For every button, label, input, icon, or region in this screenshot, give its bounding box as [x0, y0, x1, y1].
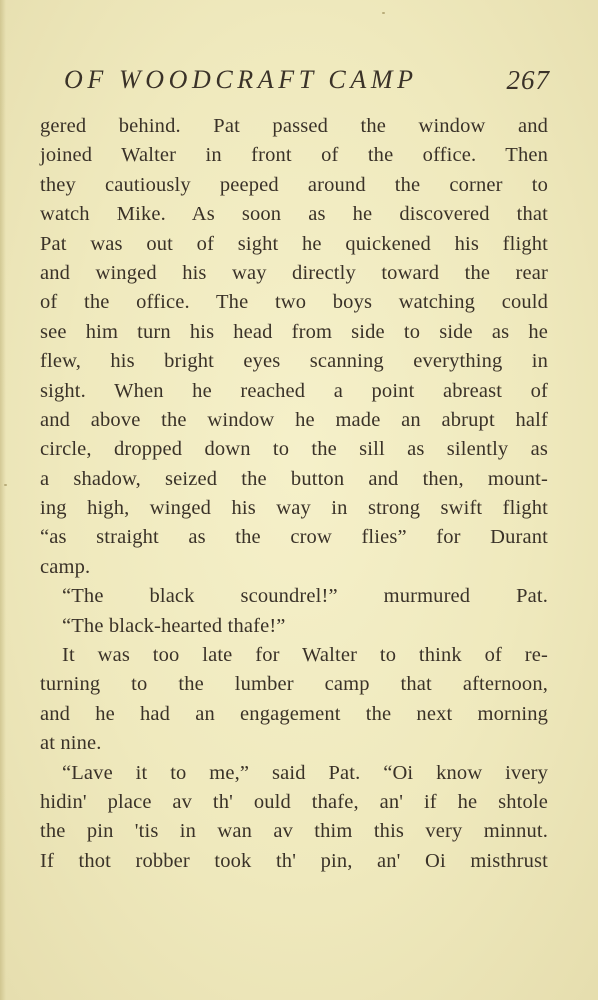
text-line: the pin 'tis in wan av thim this very minnut. [40, 820, 548, 843]
text-line: they cautiously peeped around the corner to [40, 173, 548, 196]
text-line: watch Mike. As soon as he discovered that [40, 203, 548, 226]
text-line: hidin' place av th' ould thafe, an' if he shtole [40, 790, 548, 813]
paper-speck [4, 484, 7, 486]
text-line: joined Walter in front of the office. Then [40, 144, 548, 167]
text-line: sight. When he reached a point abreast of [40, 379, 548, 402]
text-line: ing high, winged his way in strong swift flight [40, 497, 548, 520]
text-line: “The black-hearted thafe!” [62, 614, 286, 637]
text-line: of the office. The two boys watching could [40, 291, 548, 314]
text-line: “Lave it to me,” said Pat. “Oi know ivery [62, 761, 548, 784]
text-line: and above the window he made an abrupt half [40, 408, 548, 431]
text-line: “as straight as the crow flies” for Durant [40, 526, 548, 549]
text-line: flew, his bright eyes scanning everything in [40, 350, 548, 373]
running-title: OF WOODCRAFT CAMP [64, 65, 418, 94]
text-line: It was too late for Walter to think of re- [62, 644, 548, 667]
text-line: and he had an engagement the next morning [40, 702, 548, 725]
text-line: “The black scoundrel!” murmured Pat. [62, 585, 548, 608]
text-line: see him turn his head from side to side as he [40, 320, 548, 343]
paper-speck [382, 12, 385, 14]
running-head [64, 62, 550, 98]
page-number: 267 [506, 65, 550, 95]
text-line: camp. [40, 555, 91, 578]
text-line: a shadow, seized the button and then, mount- [40, 467, 548, 490]
text-line: Pat was out of sight he quickened his flight [40, 232, 548, 255]
text-line: turning to the lumber camp that afternoon, [40, 673, 548, 696]
page-edge-shadow [0, 0, 6, 1000]
text-line: gered behind. Pat passed the window and [40, 115, 548, 137]
text-line: at nine. [40, 732, 102, 755]
text-line: and winged his way directly toward the rear [40, 261, 548, 284]
text-line: If thot robber took th' pin, an' Oi misthrust [40, 849, 548, 872]
body-text [40, 112, 548, 876]
text-line: circle, dropped down to the sill as silently as [40, 438, 548, 461]
